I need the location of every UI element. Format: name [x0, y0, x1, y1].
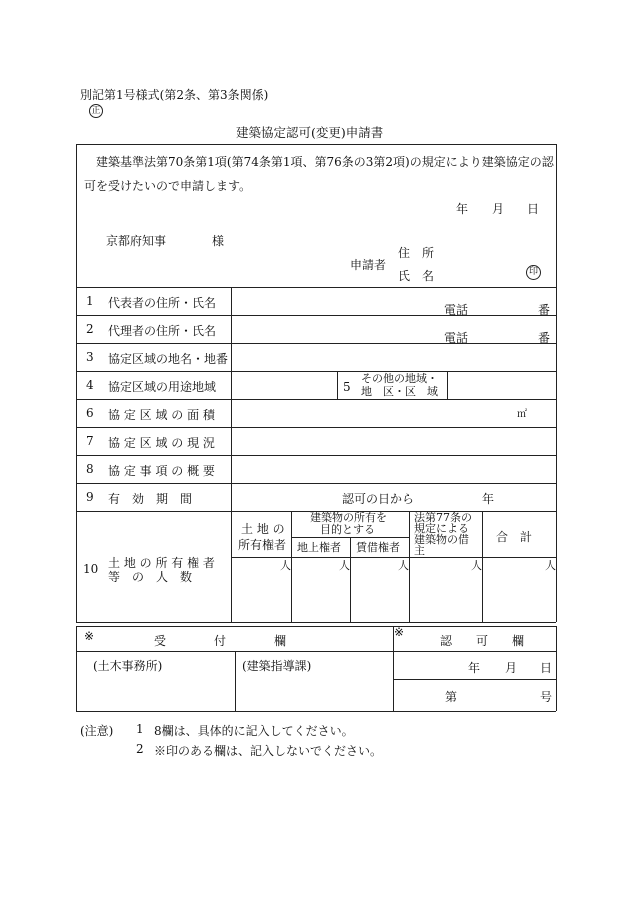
- approval-number-suffix: 号: [540, 690, 553, 704]
- row-2-label: 代理者の住所・氏名: [108, 324, 217, 338]
- table-top-border: [76, 144, 556, 145]
- unit-owner: 人: [280, 559, 291, 572]
- row-3-num: 3: [86, 350, 94, 364]
- date-year-label: 年: [456, 202, 469, 216]
- row-9-num: 9: [86, 490, 94, 504]
- row-2-num: 2: [86, 322, 94, 336]
- unit-art77: 人: [471, 559, 482, 572]
- table-left-border: [76, 144, 77, 622]
- col-art77-1: 法第77条の: [414, 511, 472, 524]
- row-1-ban: 番: [538, 303, 551, 317]
- col-art77-3: 建築物の借: [414, 533, 469, 546]
- row-5-label-1: その他の地域・: [361, 372, 438, 385]
- form-title: 建築協定認可(変更)申請書: [236, 125, 384, 140]
- unit-surface: 人: [339, 559, 350, 572]
- row-6-num: 6: [86, 406, 94, 420]
- row-6-unit: ㎡: [517, 409, 527, 420]
- row-9-value: 認可の日から: [342, 492, 415, 506]
- row-5-label-2: 地 区・区 域: [361, 385, 438, 398]
- unit-total: 人: [545, 559, 556, 572]
- col-surface-rights: 地上権者: [297, 541, 341, 554]
- row-7-label: 協 定 区 域 の 現 況: [108, 436, 215, 450]
- approval-day: 日: [540, 661, 553, 675]
- reception-mark: ※: [84, 629, 95, 643]
- col-owner-1: 土 地 の: [241, 522, 285, 536]
- row-10-label-1: 土 地 の 所 有 権 者: [108, 556, 215, 570]
- unit-lease: 人: [398, 559, 409, 572]
- note-2-text: ※印のある欄は、記入しないでください。: [154, 744, 383, 758]
- row-4-num: 4: [86, 378, 94, 392]
- addressee: 京都府知事: [106, 234, 167, 248]
- approval-year: 年: [468, 661, 481, 675]
- col-owner-2: 所有権者: [238, 538, 287, 552]
- name-label: 氏 名: [398, 269, 435, 283]
- address-label: 住 所: [398, 246, 435, 260]
- row-2-phone: 電話: [444, 331, 469, 345]
- row-10-num: 10: [83, 562, 99, 576]
- row-3-label: 協定区域の地名・地番: [108, 352, 229, 366]
- col-total: 合 計: [496, 530, 533, 544]
- col-lease-rights: 賃借権者: [356, 541, 400, 554]
- col-building-2: 目的とする: [320, 523, 375, 536]
- row-6-label: 協 定 区 域 の 面 積: [108, 408, 215, 422]
- row-10-label-2: 等 の 人 数: [108, 570, 193, 584]
- approval-title: 認 可 欄: [440, 634, 525, 648]
- row-5-num: 5: [343, 380, 351, 394]
- col-building-1: 建築物の所有を: [310, 511, 387, 524]
- seal-mark-top: 正: [89, 104, 103, 118]
- col-art77-4: 主: [414, 544, 425, 557]
- addressee-suffix: 様: [212, 234, 225, 248]
- row-9-label: 有 効 期 間: [108, 492, 193, 506]
- row-1-label: 代表者の住所・氏名: [108, 296, 217, 310]
- notes-label: (注意): [80, 724, 114, 738]
- row-4-label: 協定区域の用途地域: [108, 380, 217, 394]
- form-reference: 別記第1号様式(第2条、第3条関係): [80, 88, 269, 102]
- seal-mark: 印: [526, 265, 541, 280]
- reception-office: (土木事務所): [93, 659, 163, 673]
- table-right-border: [556, 144, 557, 622]
- row-8-num: 8: [86, 462, 94, 476]
- date-day-label: 日: [527, 202, 540, 216]
- row-8-label: 協 定 事 項 の 概 要: [108, 464, 215, 478]
- row-1-num: 1: [86, 294, 94, 308]
- reception-title: 受 付 欄: [154, 634, 287, 648]
- approval-mark: ※: [394, 625, 405, 639]
- note-2-num: 2: [136, 742, 144, 756]
- note-1-text: 8欄は、具体的に記入してください。: [154, 724, 354, 738]
- approval-month: 月: [505, 661, 518, 675]
- reception-division: (建築指導課): [242, 659, 312, 673]
- intro-line-1: 建築基準法第70条第1項(第74条第1項、第76条の3第2項)の規定により建築協定の認: [96, 155, 554, 169]
- intro-line-2: 可を受けたいので申請します。: [84, 179, 252, 193]
- applicant-label: 申請者: [350, 258, 387, 272]
- date-month-label: 月: [492, 202, 505, 216]
- note-1-num: 1: [136, 722, 144, 736]
- row-9-year: 年: [482, 492, 495, 506]
- row-1-phone: 電話: [444, 303, 469, 317]
- row-2-ban: 番: [538, 331, 551, 345]
- row-7-num: 7: [86, 434, 94, 448]
- approval-number-prefix: 第: [445, 690, 458, 704]
- col-art77-2: 規定による: [414, 522, 469, 535]
